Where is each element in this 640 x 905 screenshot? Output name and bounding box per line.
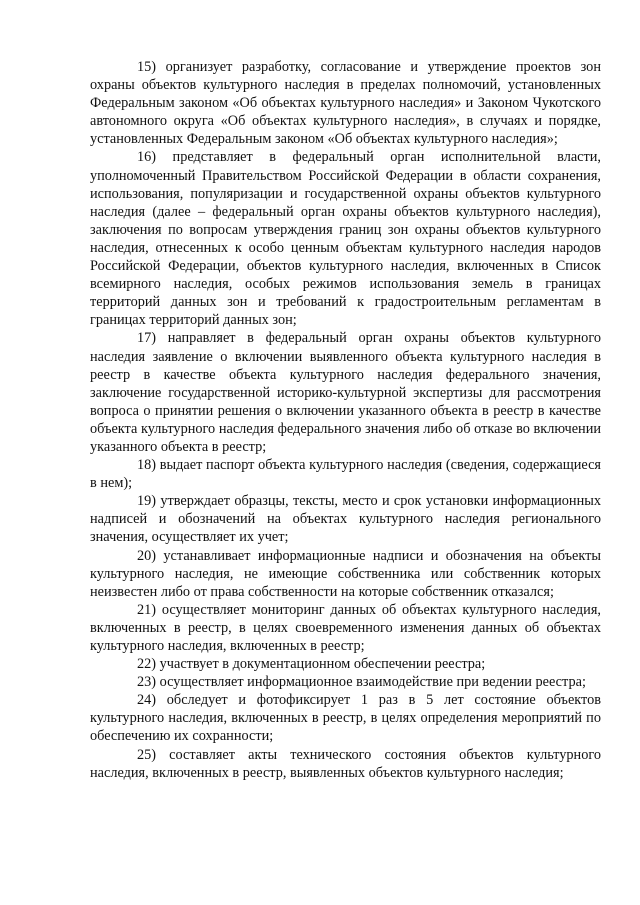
paragraph-item-15: 15) организует разработку, согласование и утверждение проектов зон охраны объектов культурного наследия в пределах полномочий, установленных Федеральным законом «Об объектах культурного наследия» и Законом Чукотского автономного округа «Об объектах культурного наследия», в случаях и порядке, установленных Федеральным законом «Об объектах культурного наследия»; — [90, 59, 601, 148]
paragraph-item-18: 18) выдает паспорт объекта культурного наследия (сведения, содержащиеся в нем); — [90, 457, 601, 492]
paragraph-item-20: 20) устанавливает информационные надписи и обозначения на объекты культурного наследия, не имеющие собственника или собственник которых неизвестен либо от права собственности на которые собственник отказался; — [90, 547, 601, 600]
paragraph-item-17: 17) направляет в федеральный орган охраны объектов культурного наследия заявление о включении выявленного объекта культурного наследия в реестр в качестве объекта культурного наследия федерального значения, заключение государственной историко-культурной экспертизы для рассмотрения вопроса о принятии решения о включении указанного объекта в реестр в качестве объекта культурного наследия федерального значения либо об отказе во включении указанного объекта в реестр; — [90, 330, 601, 455]
paragraph-item-19: 19) утверждает образцы, тексты, место и срок установки информационных надписей и обозначений на объектах культурного наследия регионального значения, осуществляет их учет; — [90, 493, 601, 546]
document-page — [90, 58, 601, 782]
paragraph-item-23: 23) осуществляет информационное взаимодействие при ведении реестра; — [137, 674, 586, 691]
paragraph-item-16: 16) представляет в федеральный орган исполнительной власти, уполномоченный Правительством Российской Федерации в области сохранения, использования, популяризации и государственной охраны объектов культурного наследия (далее – федеральный орган охраны объектов культурного наследия), заключения по вопросам утверждения границ зон охраны объектов культурного наследия, отнесенных к особо ценным объектам культурного наследия народов Российской Федерации, объектов культурного наследия, включенных в Список всемирного наследия, особых режимов использования земель в границах территорий данных зон и требований к градостроительным регламентам в границах территорий данных зон; — [90, 149, 601, 329]
paragraph-item-25: 25) составляет акты технического состояния объектов культурного наследия, включенных в реестр, выявленных объектов культурного наследия; — [90, 746, 601, 781]
paragraph-item-21: 21) осуществляет мониторинг данных об объектах культурного наследия, включенных в реестр, в целях своевременного изменения данных об объектах культурного наследия, включенных в реестр; — [90, 601, 601, 654]
paragraph-item-24: 24) обследует и фотофиксирует 1 раз в 5 лет состояние объектов культурного наследия, включенных в реестр, в целях определения мероприятий по обеспечению их сохранности; — [90, 692, 601, 745]
paragraph-item-22: 22) участвует в документационном обеспечении реестра; — [137, 656, 486, 673]
